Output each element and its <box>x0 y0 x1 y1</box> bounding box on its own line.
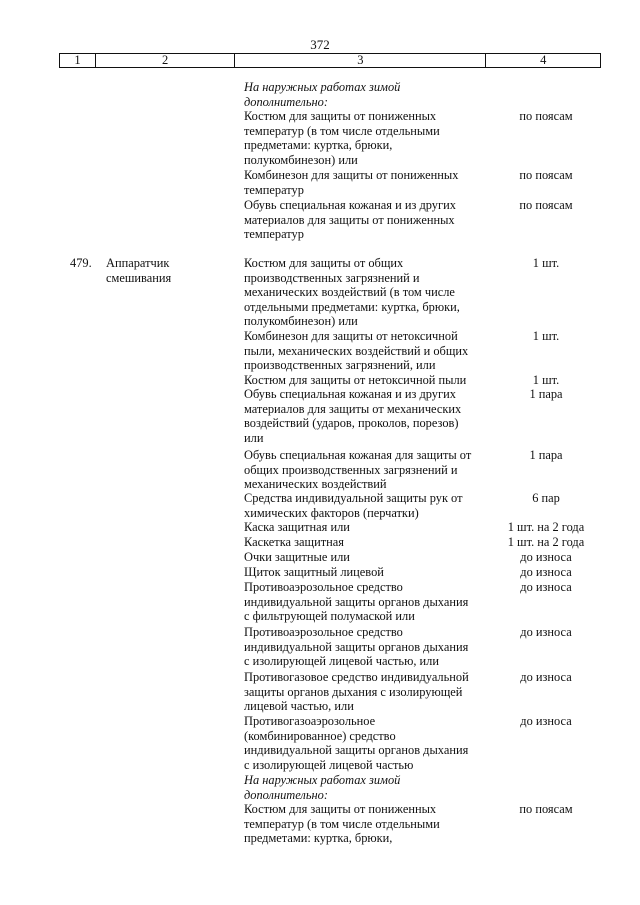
ppe-item-line: материалов для защиты от пониженных <box>244 212 455 227</box>
ppe-item-line: Костюм для защиты от пониженных <box>244 802 437 816</box>
ppe-norm-line: до износа <box>520 565 572 579</box>
section-note-line: На наружных работах зимой <box>244 80 401 94</box>
ppe-item <box>244 387 494 445</box>
ppe-item-line: Очки защитные или <box>244 550 350 564</box>
ppe-item-line: индивидуальной защиты органов дыхания <box>244 594 469 609</box>
ppe-item <box>244 109 494 167</box>
ppe-item <box>244 565 494 580</box>
ppe-item-line: защиты органов дыхания с изолирующей <box>244 684 463 699</box>
profession-name-line: Аппаратчик <box>106 256 170 270</box>
section-note-line: На наружных работах зимой <box>244 773 401 787</box>
ppe-item-line: отдельными предметами: куртка, брюки, <box>244 299 460 314</box>
ppe-item-line: индивидуальной защиты органов дыхания <box>244 639 469 654</box>
ppe-item <box>244 670 494 714</box>
ppe-norm <box>490 565 602 580</box>
ppe-item-line: Каскетка защитная <box>244 535 344 549</box>
header-col-2: 2 <box>96 54 235 67</box>
ppe-norm-line: по поясам <box>519 109 573 123</box>
header-col-3: 3 <box>235 54 486 67</box>
ppe-norm-line: по поясам <box>519 198 573 212</box>
ppe-item-line: (комбинированное) средство <box>244 728 396 743</box>
ppe-item-line: Обувь специальная кожаная и из других <box>244 198 456 212</box>
ppe-item <box>244 550 494 565</box>
ppe-norm <box>490 168 602 183</box>
ppe-norm <box>490 198 602 213</box>
ppe-norm-line: до износа <box>520 625 572 639</box>
ppe-item-line: температур <box>244 227 304 242</box>
ppe-norm <box>490 714 602 729</box>
ppe-item-line: Комбинезон для защиты от нетоксичной <box>244 329 458 343</box>
ppe-item-line: пыли, механических воздействий и общих <box>244 343 469 358</box>
ppe-item <box>244 714 494 772</box>
ppe-norm <box>490 580 602 595</box>
ppe-norm <box>490 256 602 271</box>
ppe-item-line: Средства индивидуальной защиты рук от <box>244 491 463 505</box>
ppe-item-line: лицевой частью, или <box>244 699 354 714</box>
ppe-norm <box>490 387 602 402</box>
ppe-norm <box>490 670 602 685</box>
ppe-item-line: Каска защитная или <box>244 520 350 534</box>
section-note-line: дополнительно: <box>244 94 328 109</box>
ppe-norm <box>490 373 602 388</box>
ppe-item-line: полукомбинезон) или <box>244 314 358 329</box>
ppe-item-line: или <box>244 430 264 445</box>
ppe-norm-line: до износа <box>520 550 572 564</box>
ppe-norm-line: до износа <box>520 580 572 594</box>
ppe-item-line: полукомбинезон) или <box>244 152 358 167</box>
ppe-item-line: Противоаэрозольное средство <box>244 625 403 639</box>
row-number-line: 479. <box>70 256 92 270</box>
header-col-1: 1 <box>60 54 96 67</box>
ppe-item-line: с фильтрующей полумаской или <box>244 609 415 624</box>
ppe-norm <box>490 550 602 565</box>
ppe-item-line: температур (в том числе отдельными <box>244 123 440 138</box>
ppe-item-line: температур (в том числе отдельными <box>244 816 440 831</box>
ppe-item-line: производственных загрязнений, или <box>244 358 436 373</box>
ppe-item <box>244 535 494 550</box>
ppe-norm-line: по поясам <box>519 802 573 816</box>
ppe-norm-line: 1 шт. на 2 года <box>507 520 585 534</box>
ppe-norm-line: до износа <box>520 714 572 728</box>
section-note <box>244 80 494 109</box>
ppe-item <box>244 329 494 373</box>
ppe-item-line: Костюм для защиты от нетоксичной пыли <box>244 373 467 387</box>
page-number: 372 <box>310 37 330 52</box>
ppe-norm <box>490 625 602 640</box>
ppe-item <box>244 625 494 669</box>
ppe-norm <box>490 802 602 817</box>
ppe-norm <box>490 491 602 506</box>
ppe-item-line: механических воздействий <box>244 477 387 492</box>
ppe-item <box>244 580 494 624</box>
ppe-norm-line: 1 шт. на 2 года <box>507 535 585 549</box>
ppe-item-line: Обувь специальная кожаная для защиты от <box>244 448 472 462</box>
section-note <box>244 773 494 802</box>
ppe-item-line: с изолирующей лицевой частью <box>244 757 414 772</box>
ppe-item-line: материалов для защиты от механических <box>244 401 462 416</box>
header-col-4: 4 <box>540 53 547 67</box>
ppe-norm-line: 1 пара <box>529 387 563 401</box>
ppe-item-line: температур <box>244 182 304 197</box>
ppe-norm-line: 1 шт. <box>532 256 560 270</box>
ppe-norm-line: до износа <box>520 670 572 684</box>
ppe-item-line: Комбинезон для защиты от пониженных <box>244 168 459 182</box>
ppe-item-line: Щиток защитный лицевой <box>244 565 384 579</box>
ppe-norm-line: 6 пар <box>532 491 560 505</box>
ppe-item-line: с изолирующей лицевой частью, или <box>244 654 439 669</box>
ppe-item-line: химических факторов (перчатки) <box>244 505 419 520</box>
ppe-item <box>244 491 494 520</box>
ppe-item-line: индивидуальной защиты органов дыхания <box>244 743 469 758</box>
ppe-item-line: производственных загрязнений и <box>244 270 420 285</box>
ppe-item-line: предметами: куртка, брюки, <box>244 138 393 153</box>
table-header <box>59 53 601 68</box>
ppe-item <box>244 168 494 197</box>
ppe-norm-line: 1 шт. <box>532 373 560 387</box>
ppe-item-line: общих производственных загрязнений и <box>244 462 458 477</box>
ppe-item-line: Костюм для защиты от пониженных <box>244 109 437 123</box>
ppe-norm <box>490 448 602 463</box>
ppe-norm <box>490 520 602 535</box>
ppe-item <box>244 802 494 846</box>
ppe-item <box>244 256 494 329</box>
profession-name <box>106 256 171 285</box>
ppe-norm <box>490 535 602 550</box>
ppe-norm <box>490 329 602 344</box>
ppe-item <box>244 448 494 492</box>
ppe-item-line: Противогазовое средство индивидуальной <box>244 670 469 684</box>
ppe-item <box>244 520 494 535</box>
section-note-line: дополнительно: <box>244 787 328 802</box>
ppe-item-line: механических воздействий (в том числе <box>244 285 455 300</box>
ppe-norm <box>490 109 602 124</box>
row-number <box>70 256 92 271</box>
ppe-norm-line: 1 пара <box>529 448 563 462</box>
ppe-norm-line: по поясам <box>519 168 573 182</box>
ppe-item-line: Костюм для защиты от общих <box>244 256 404 270</box>
ppe-item-line: воздействий (ударов, проколов, порезов) <box>244 416 459 431</box>
ppe-item <box>244 373 494 388</box>
ppe-item <box>244 198 494 242</box>
ppe-item-line: Обувь специальная кожаная и из других <box>244 387 456 401</box>
ppe-item-line: предметами: куртка, брюки, <box>244 831 393 846</box>
ppe-item-line: Противогазоаэрозольное <box>244 714 376 728</box>
ppe-norm-line: 1 шт. <box>532 329 560 343</box>
ppe-item-line: Противоаэрозольное средство <box>244 580 403 594</box>
profession-name-line: смешивания <box>106 270 172 285</box>
